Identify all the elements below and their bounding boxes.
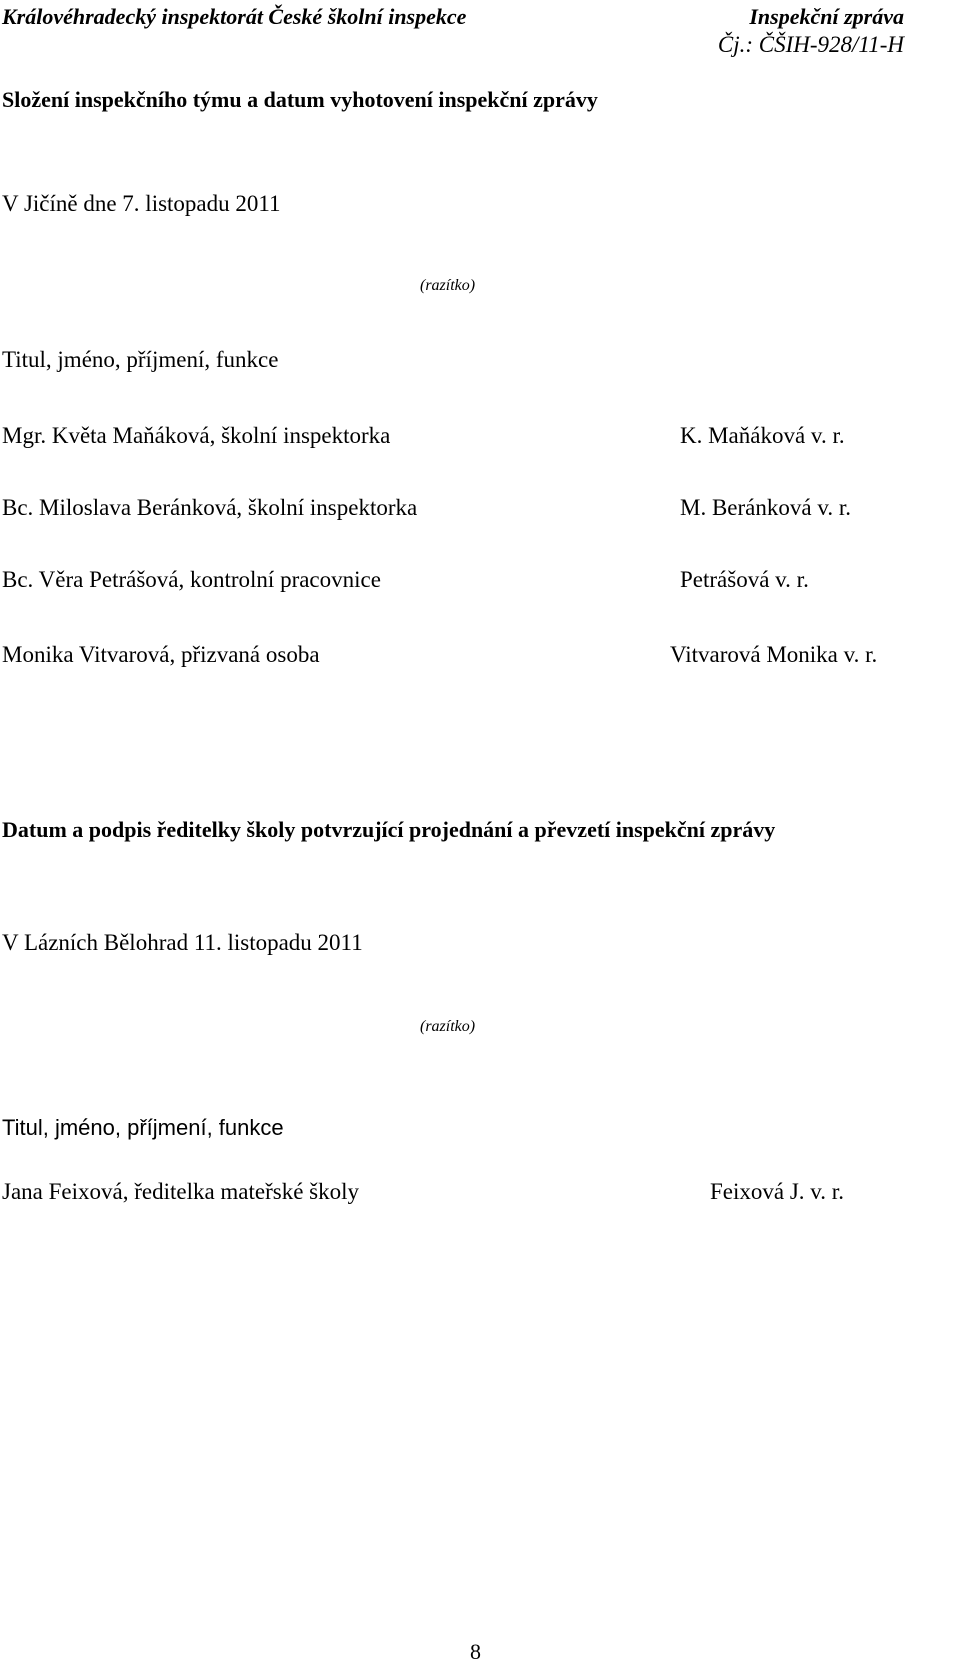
- team-member-signature: M. Beránková v. r.: [680, 495, 851, 520]
- team-member-name: Bc. Věra Petrášová, kontrolní pracovnice: [2, 567, 381, 592]
- team-stamp: (razítko): [420, 277, 476, 294]
- director-heading: Datum a podpis ředitelky školy potvrzující projednání a převzetí inspekční zprávy: [2, 817, 776, 842]
- header-institution: Královéhradecký inspektorát České školní inspekce: [2, 4, 467, 29]
- team-member-signature: Petrášová v. r.: [680, 567, 809, 592]
- director-signature: Feixová J. v. r.: [710, 1179, 844, 1204]
- page-number: 8: [470, 1639, 481, 1664]
- team-member-name: Mgr. Květa Maňáková, školní inspektorka: [2, 423, 391, 448]
- team-column-label: Titul, jméno, příjmení, funkce: [2, 347, 279, 372]
- director-place-date: V Lázních Bělohrad 11. listopadu 2011: [2, 930, 363, 955]
- director-column-label: Titul, jméno, příjmení, funkce: [2, 1115, 284, 1140]
- team-member-signature: Vitvarová Monika v. r.: [670, 642, 878, 667]
- header-doc-type: Inspekční zpráva: [749, 4, 904, 29]
- team-member-name: Monika Vitvarová, přizvaná osoba: [2, 642, 320, 667]
- team-member-name: Bc. Miloslava Beránková, školní inspektorka: [2, 495, 418, 520]
- director-name: Jana Feixová, ředitelka mateřské školy: [2, 1179, 360, 1204]
- team-heading: Složení inspekčního týmu a datum vyhotovení inspekční zprávy: [2, 87, 598, 112]
- director-stamp: (razítko): [420, 1018, 476, 1035]
- team-member-signature: K. Maňáková v. r.: [680, 423, 845, 448]
- team-place-date: V Jičíně dne 7. listopadu 2011: [2, 191, 281, 216]
- header-reference: Čj.: ČŠIH-928/11-H: [717, 32, 904, 57]
